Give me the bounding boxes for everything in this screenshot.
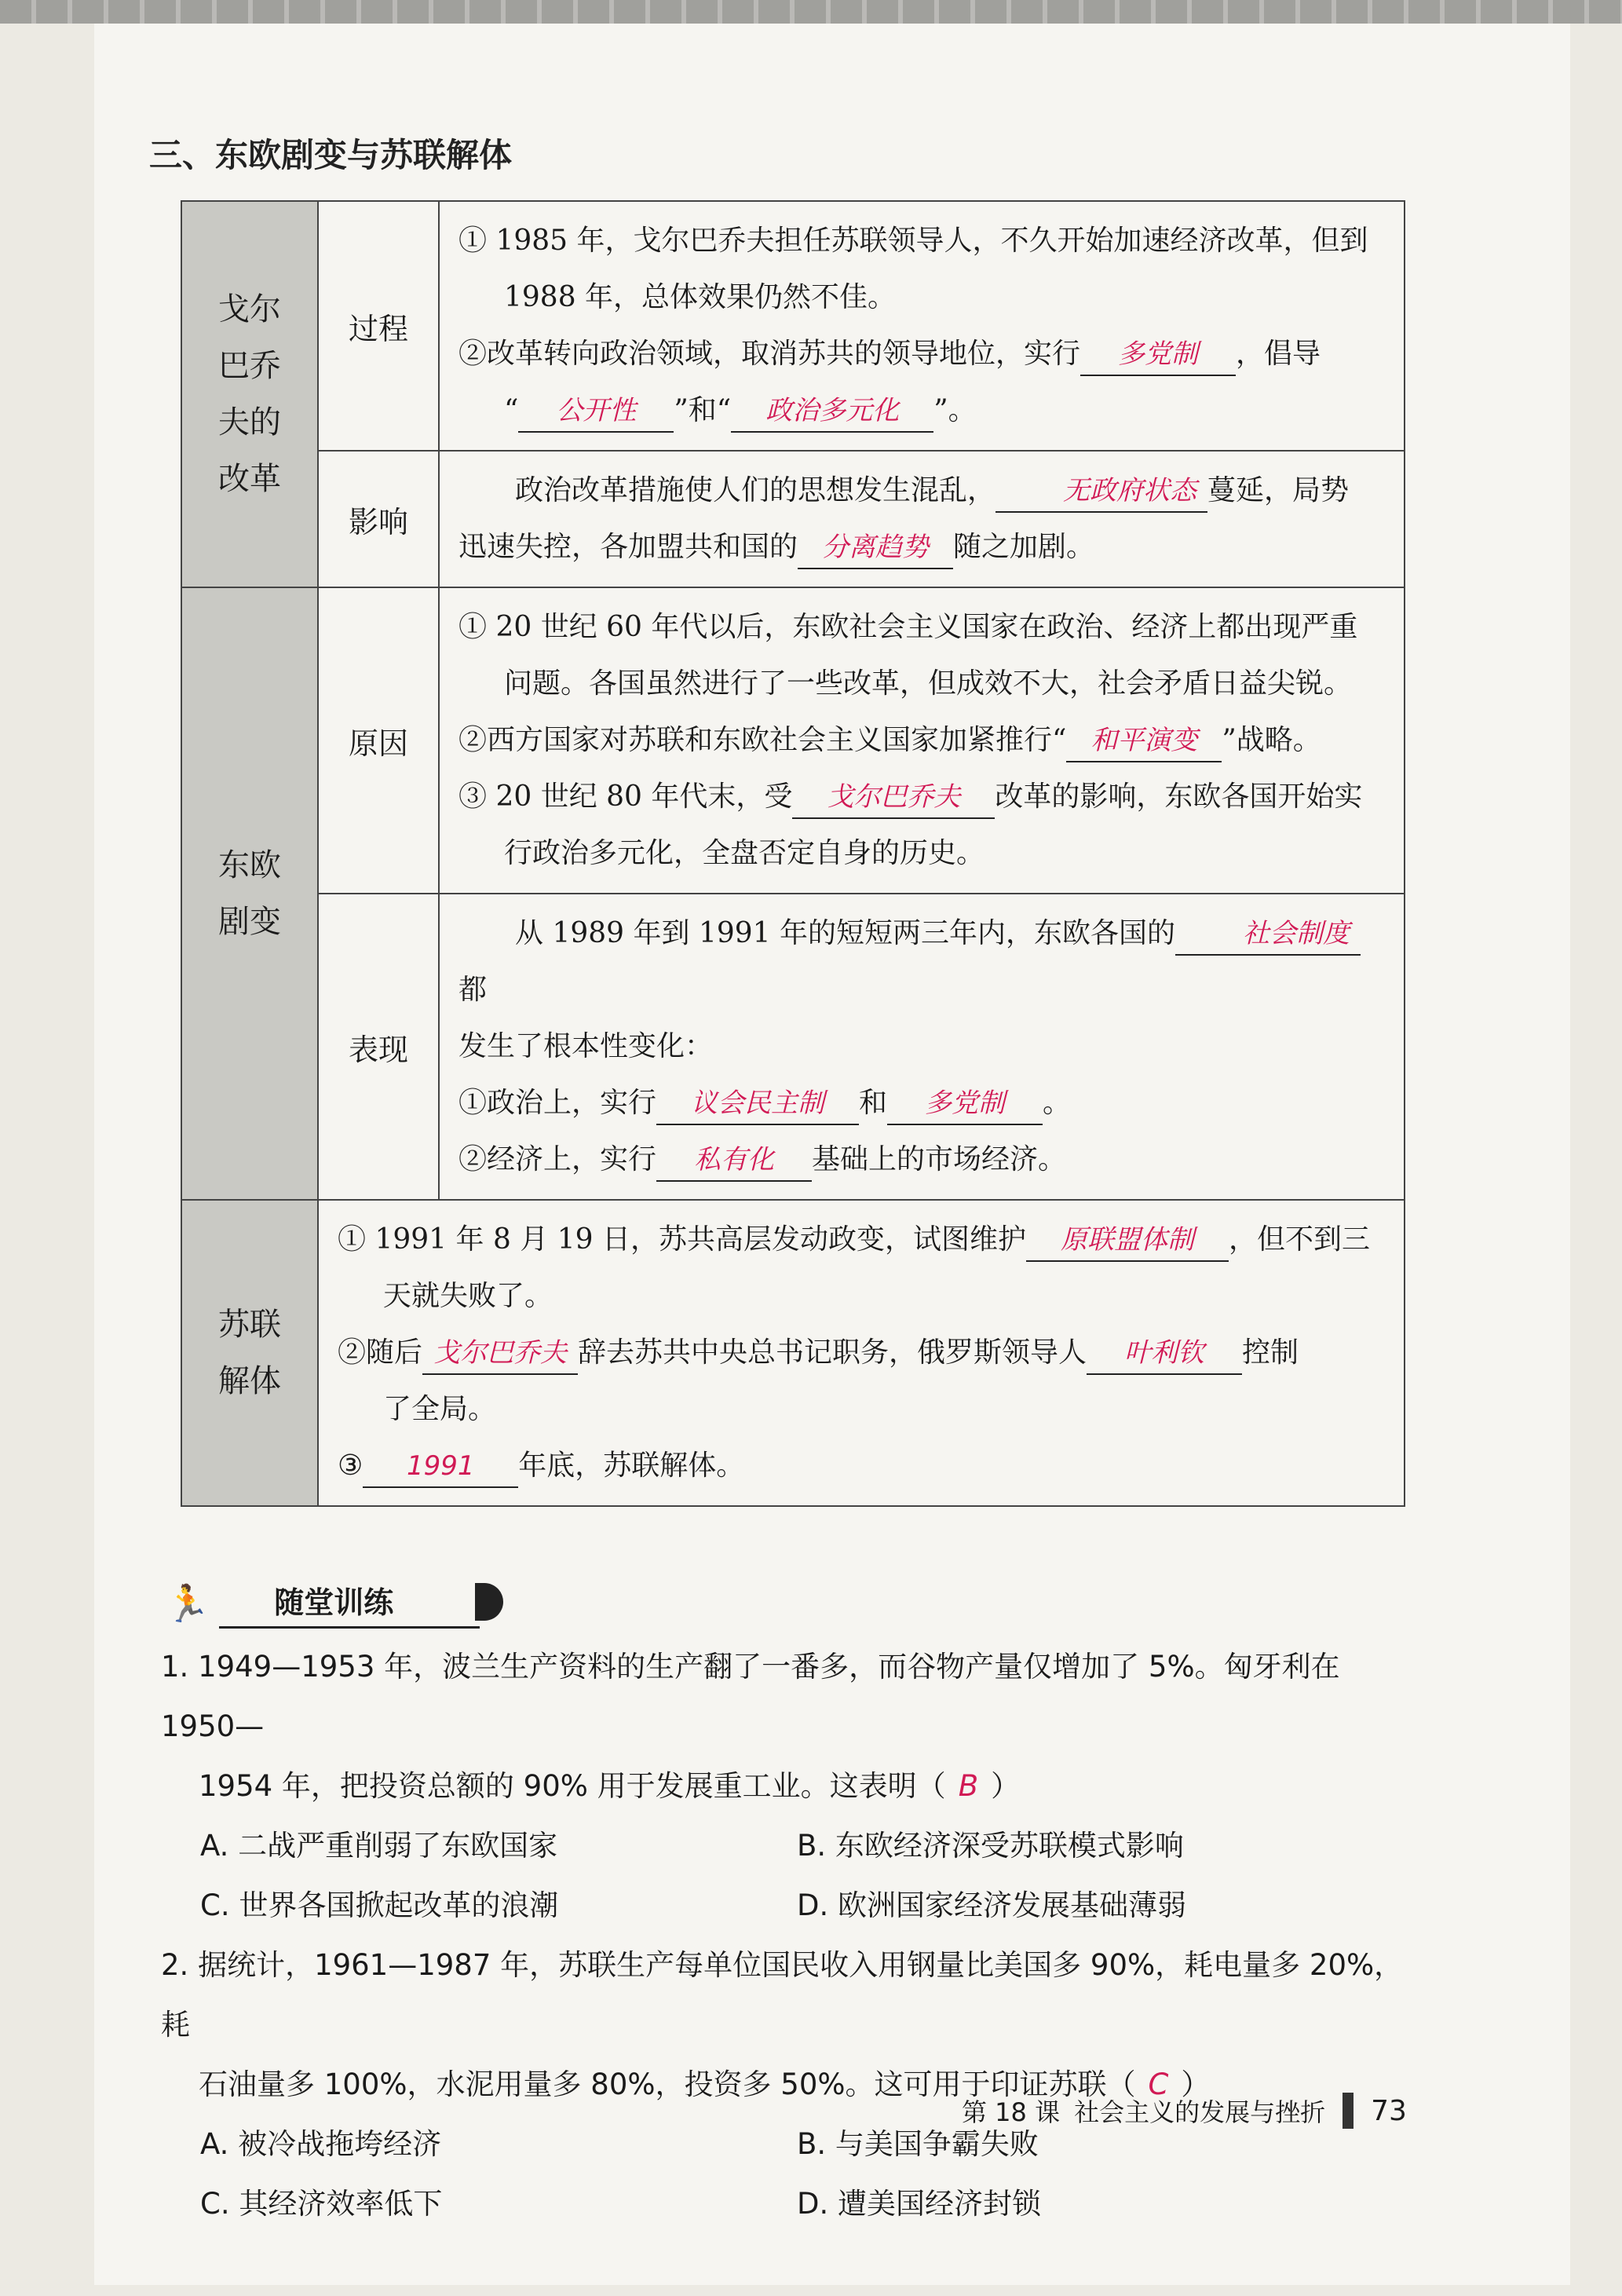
footer-divider (1343, 2093, 1353, 2129)
runner-icon: 🏃 (165, 1581, 210, 1625)
sub-label-causes: 原因 (318, 587, 439, 894)
content-causes: ① 20 世纪 60 年代以后，东欧社会主义国家在政治、经济上都出现严重 问题。各国虽然进行了一些改革，但成效不大，社会矛盾日益尖锐。 ②西方国家对苏联和东欧社会主义国家加紧推行“ 和平演变 ”战略。 ③ 20 世纪 80 年代末，受 戈尔巴乔夫 改革的影响，东欧各国开始实 行政治多元化，全盘否定自身的历史。 (439, 587, 1405, 894)
answer-blank: 社会制度 (1175, 913, 1361, 956)
lesson-title: 社会主义的发展与挫折 (1074, 2097, 1326, 2127)
option-a: A. 被冷战拖垮经济 (200, 2127, 442, 2161)
option-c: C. 世界各国掀起改革的浪潮 (200, 1888, 559, 1922)
answer-blank: 原联盟体制 (1026, 1219, 1229, 1262)
answer-blank: 政治多元化 (731, 390, 933, 433)
option-b: B. 与美国争霸失败 (797, 2127, 1039, 2161)
lesson-number: 第 18 课 (962, 2097, 1061, 2127)
answer-blank: 私有化 (656, 1139, 812, 1182)
summary-table (181, 200, 1405, 1507)
answer-blank: 分离趋势 (798, 527, 953, 569)
option-b: B. 东欧经济深受苏联模式影响 (797, 1829, 1184, 1863)
sub-label-process: 过程 (318, 201, 439, 451)
page-number: 73 (1371, 2094, 1407, 2127)
answer-blank: 和平演变 (1066, 720, 1222, 762)
answer-options (161, 2115, 1417, 2234)
answer-blank: 公开性 (518, 390, 674, 433)
book-binding-edge (0, 0, 1622, 24)
page-footer (962, 2093, 1407, 2129)
sub-label-manifestation: 表现 (318, 894, 439, 1200)
question-2: 2. 据统计，1961—1987 年，苏联生产每单位国民收入用钢量比美国多 90%，耗电量多 20%，耗 石油量多 100%，水泥用量多 80%，投资多 50%。这可用于印证苏联（ C ） A. 被冷战拖垮经济 B. 与美国争霸失败 C. 其经济效率低下 D. 遭美国经济封锁 (161, 1936, 1417, 2234)
handwritten-answer: B (958, 1769, 979, 1803)
practice-title: 随堂训练 (219, 1578, 480, 1629)
category-ussr-dissolution: 苏联 解体 (181, 1200, 318, 1506)
section-title: 三、东欧剧变与苏联解体 (149, 136, 513, 174)
category-eastern-europe: 东欧 剧变 (181, 587, 318, 1200)
answer-blank: 议会民主制 (656, 1083, 859, 1125)
category-gorbachev-reform: 戈尔 巴乔 夫的 改革 (181, 201, 318, 587)
answer-blank: 戈尔巴乔夫 (422, 1333, 578, 1375)
option-d: D. 欧洲国家经济发展基础薄弱 (797, 1888, 1187, 1922)
answer-blank: 戈尔巴乔夫 (792, 777, 995, 819)
content-process: ① 1985 年，戈尔巴乔夫担任苏联领导人，不久开始加速经济改革，但到 1988 年，总体效果仍然不佳。 ②改革转向政治领域，取消苏共的领导地位，实行 多党制 ，倡导 “ 公开性 ”和“ 政治多元化 ”。 (439, 201, 1405, 451)
answer-blank: 叶利钦 (1087, 1333, 1242, 1375)
answer-blank: 多党制 (887, 1083, 1043, 1125)
option-d: D. 遭美国经济封锁 (797, 2187, 1042, 2221)
content-ussr-dissolution: ① 1991 年 8 月 19 日，苏共高层发动政变，试图维护 原联盟体制 ，但不到三 天就失败了。 ②随后 戈尔巴乔夫 辞去苏共中央总书记职务，俄罗斯领导人 叶利钦 控制 了全局。 ③ 1991 年底，苏联解体。 (318, 1200, 1405, 1506)
handwritten-answer: C (1148, 2067, 1169, 2101)
content-manifestation: 从 1989 年到 1991 年的短短两三年内，东欧各国的 社会制度都 发生了根本性变化： ①政治上，实行 议会民主制 和 多党制 。 ②经济上，实行 私有化 基础上的市场经济。 (439, 894, 1405, 1200)
question-1: 1. 1949—1953 年，波兰生产资料的生产翻了一番多，而谷物产量仅增加了 5%。匈牙利在 1950— 1954 年，把投资总额的 90% 用于发展重工业。这表明（ B ） A. 二战严重削弱了东欧国家 B. 东欧经济深受苏联模式影响 C. 世界各国掀起改革的浪潮 D. 欧洲国家经济发展基础薄弱 (161, 1637, 1417, 1936)
option-a: A. 二战严重削弱了东欧国家 (200, 1829, 558, 1863)
answer-blank: 多党制 (1080, 334, 1236, 376)
answer-blank: 无政府状态 (995, 470, 1207, 513)
answer-blank: 1991 (363, 1446, 518, 1488)
answer-options (161, 1816, 1417, 1936)
practice-heading (165, 1578, 480, 1629)
content-impact: 政治改革措施使人们的思想发生混乱， 无政府状态 蔓延，局势 迅速失控，各加盟共和国的 分离趋势 随之加剧。 (439, 451, 1405, 587)
sub-label-impact: 影响 (318, 451, 439, 587)
option-c: C. 其经济效率低下 (200, 2187, 443, 2221)
question-list (161, 1637, 1417, 2234)
